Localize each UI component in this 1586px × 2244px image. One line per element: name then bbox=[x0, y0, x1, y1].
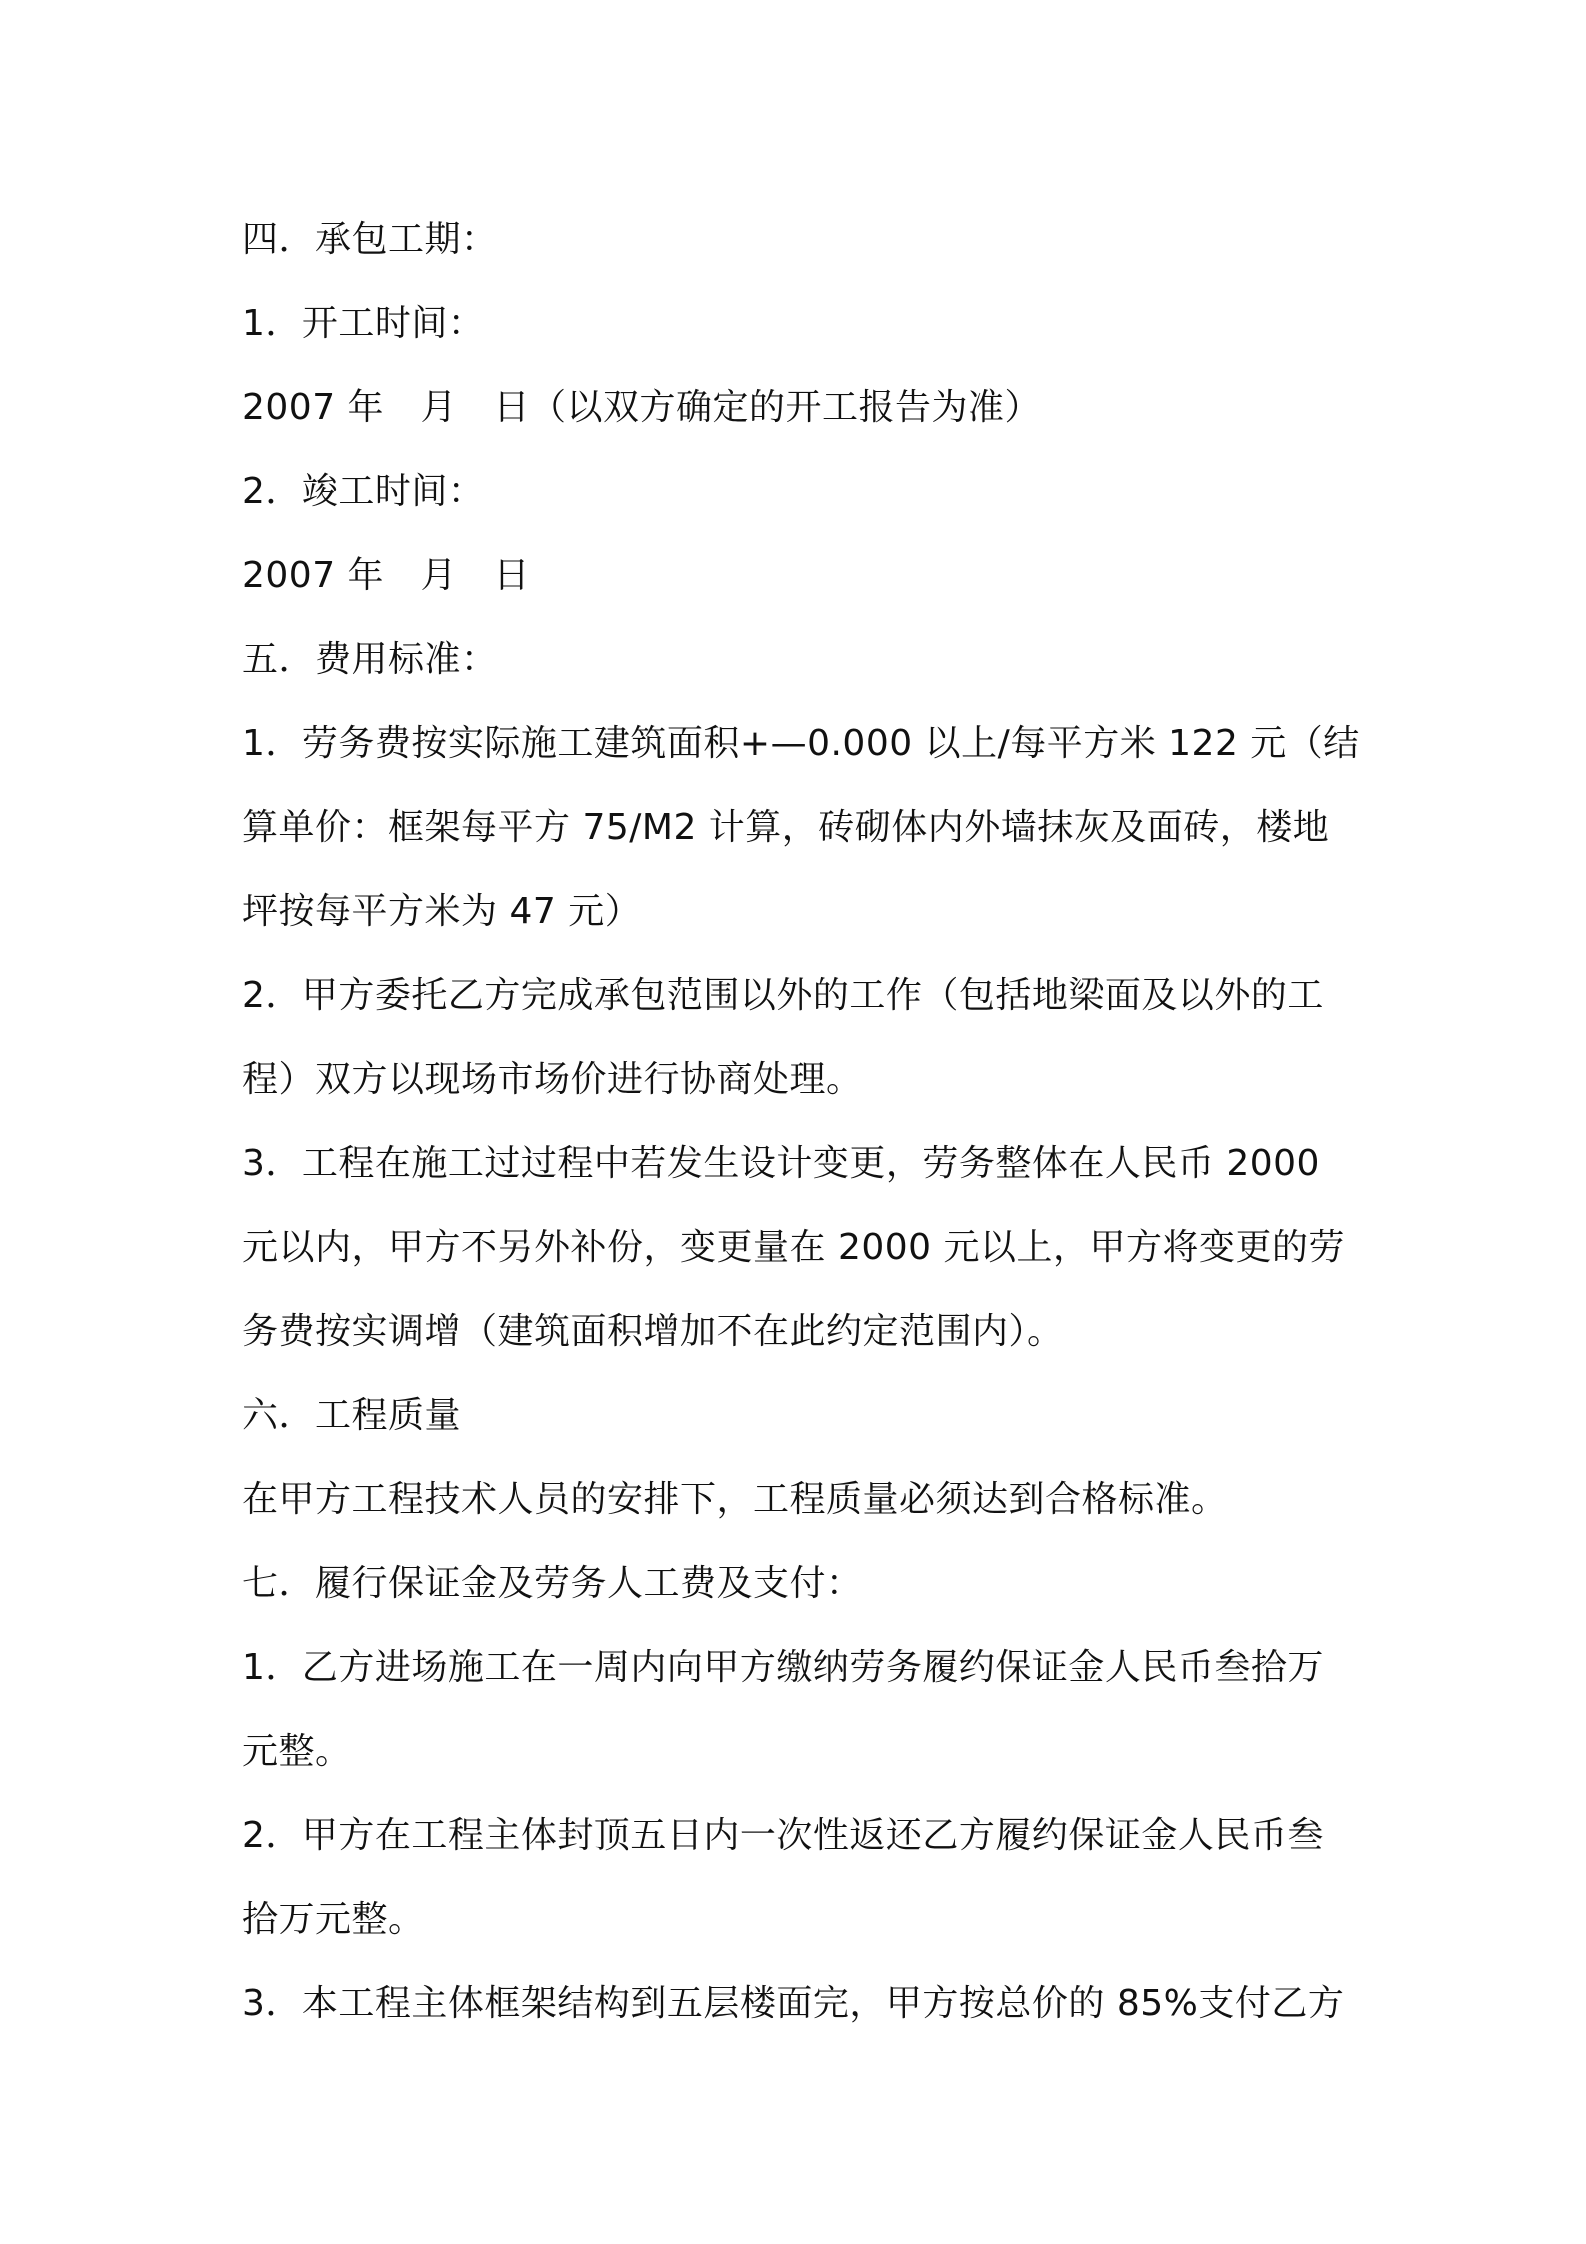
paragraph-line: 元以内，甲方不另外补份，变更量在 2000 元以上，甲方将变更的劳 bbox=[242, 1227, 1346, 1268]
paragraph-line: 3．本工程主体框架结构到五层楼面完，甲方按总价的 85%支付乙方 bbox=[242, 1983, 1345, 2024]
paragraph-line: 元整。 bbox=[242, 1731, 352, 1772]
section-heading-deposit-payment: 七．履行保证金及劳务人工费及支付： bbox=[242, 1563, 863, 1604]
start-date-value: 2007 年 月 日（以双方确定的开工报告为准） bbox=[242, 387, 1042, 428]
completion-date-value: 2007 年 月 日 bbox=[242, 555, 531, 596]
paragraph-line: 1．乙方进场施工在一周内向甲方缴纳劳务履约保证金人民币叁拾万 bbox=[242, 1647, 1324, 1688]
paragraph-line: 坪按每平方米为 47 元） bbox=[242, 891, 642, 932]
section-heading-fee-standard: 五．费用标准： bbox=[242, 639, 498, 680]
document-body bbox=[242, 198, 1358, 2046]
paragraph-line: 3．工程在施工过过程中若发生设计变更，劳务整体在人民币 2000 bbox=[242, 1143, 1320, 1184]
paragraph-line: 程）双方以现场市场价进行协商处理。 bbox=[242, 1059, 863, 1100]
paragraph-line: 2．甲方在工程主体封顶五日内一次性返还乙方履约保证金人民币叁 bbox=[242, 1815, 1324, 1856]
completion-time-label: 2．竣工时间： bbox=[242, 471, 485, 512]
paragraph-line: 算单价：框架每平方 75/M2 计算，砖砌体内外墙抹灰及面砖，楼地 bbox=[242, 807, 1330, 848]
paragraph-line: 务费按实调增（建筑面积增加不在此约定范围内）。 bbox=[242, 1311, 1064, 1352]
paragraph-line: 1．劳务费按实际施工建筑面积+—0.000 以上/每平方米 122 元（结 bbox=[242, 723, 1360, 764]
section-heading-quality: 六．工程质量 bbox=[242, 1395, 462, 1436]
start-time-label: 1．开工时间： bbox=[242, 303, 485, 344]
section-heading-construction-period: 四．承包工期： bbox=[242, 219, 498, 260]
paragraph-line: 在甲方工程技术人员的安排下，工程质量必须达到合格标准。 bbox=[242, 1479, 1228, 1520]
paragraph-line: 拾万元整。 bbox=[242, 1899, 425, 1940]
paragraph-line: 2．甲方委托乙方完成承包范围以外的工作（包括地梁面及以外的工 bbox=[242, 975, 1324, 1016]
